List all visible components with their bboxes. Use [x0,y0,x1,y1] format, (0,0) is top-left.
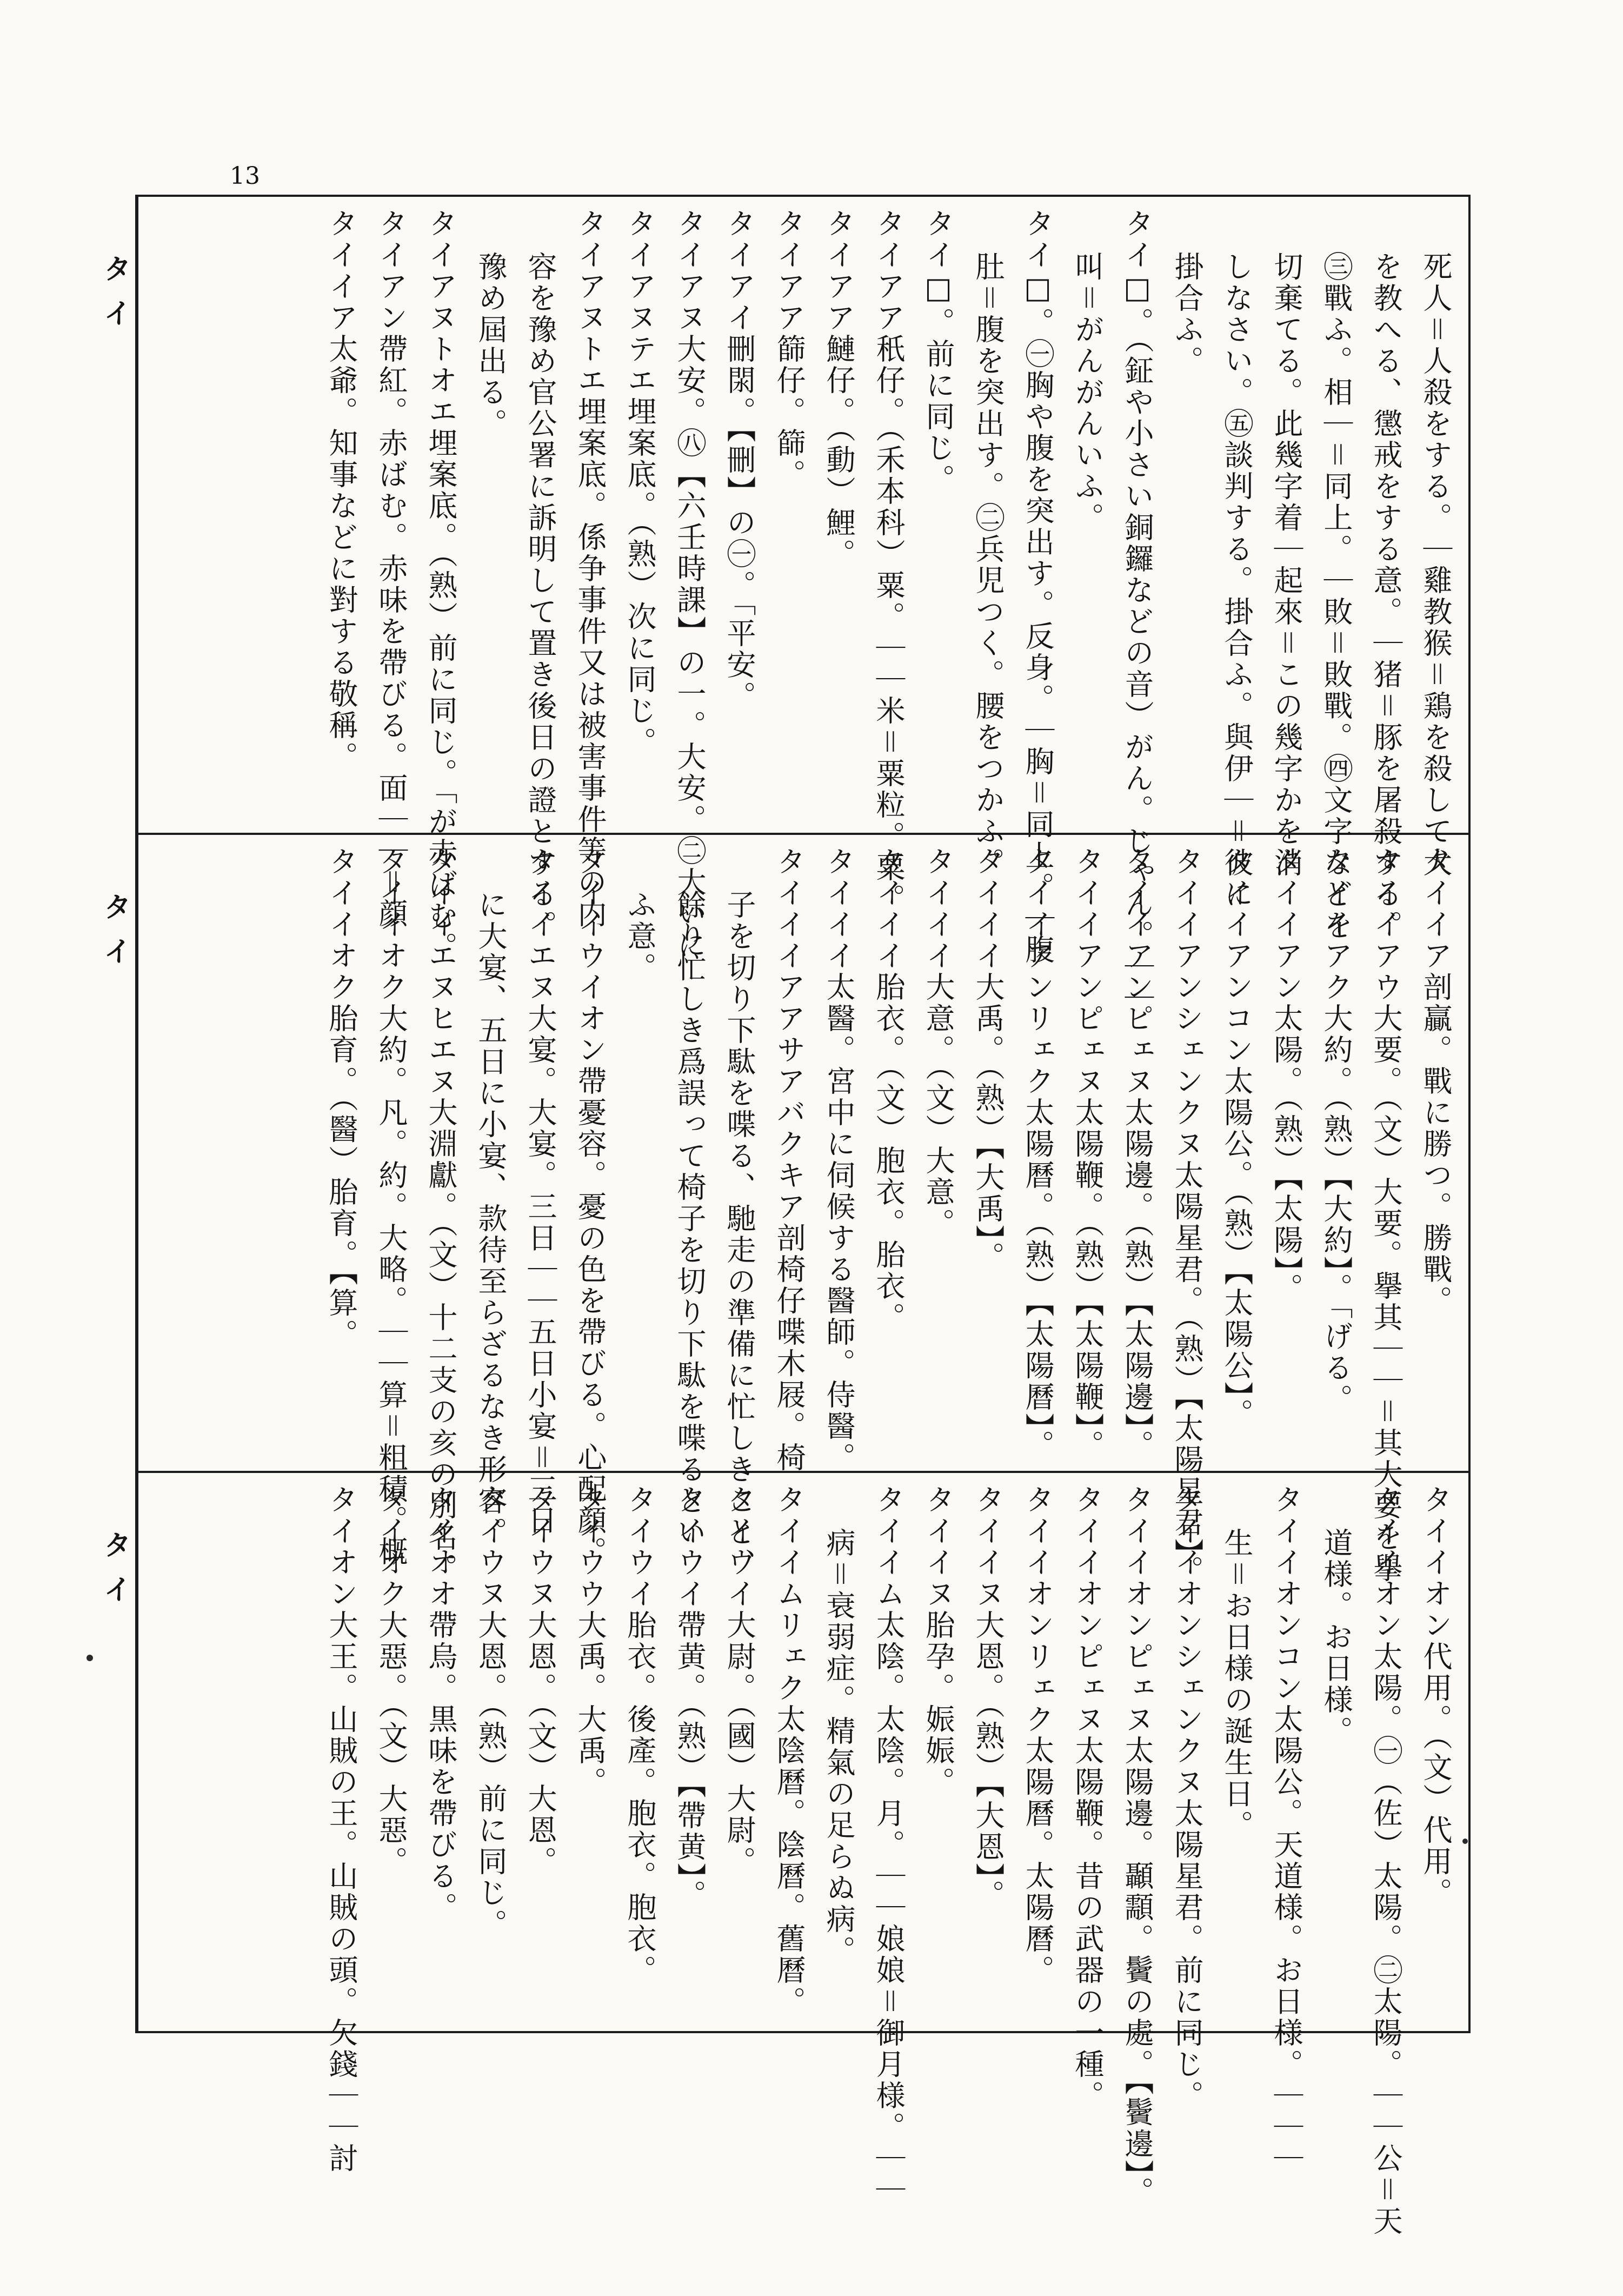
dictionary-entry: タイイオンシェンクヌ太陽星君。前に同じ。 [1170,1484,1204,2112]
dictionary-entry: タイウイ胎衣。後產。胞衣。胞衣。 [623,1484,657,1986]
entry-continuation-line: に大宴、五日に小宴、款待至らざるなき形容。 [474,890,508,1548]
dictionary-entry: タイイアウ大要。（文）大要。擧其｜｜＝其大要を擧 [1369,846,1403,1584]
dictionary-entry: タイイアンシェンクヌ太陽星君。（熟）【太陽星君】。 [1170,846,1204,1587]
dictionary-entry: タイ□。（鉦や小さい銅鑼などの音）がん。じゃん。｜｜ [1120,208,1154,1014]
entry-continuation-line: ㊂戰ふ。相｜＝同上。｜敗＝敗戰。㊃文字などを [1319,251,1353,941]
dictionary-entry: タイアヌトエ埋案底。係争事件又は被害事件等の内 [573,208,607,930]
dictionary-entry: タイイムリェク太陰曆。陰曆。舊曆。 [772,1484,806,2018]
dictionary-entry: タイイヌ胎孕。娠娠。 [921,1484,955,1798]
entry-continuation-line: 肚＝腹を突出す。㊁兵児つく。腰をつかふ。 [971,251,1005,879]
dictionary-entry: タイイアンピェヌ太陽邊。（熟）【太陽邊】。 [1120,846,1154,1461]
dictionary-entry: タイイイ大禹。（熟）【大禹】。 [971,846,1005,1273]
entry-continuation-line: 死人＝人殺をする。｜雞教猴＝鶏を殺して犬 [1419,251,1453,879]
dictionary-entry: タイアア鰱仔。（動）鯉。 [822,208,856,570]
entry-continuation-line: 掛合ふ。 [1170,251,1204,377]
entry-continuation-line: 生＝お日様の誕生日。 [1220,1528,1254,1841]
entry-continuation-line: 豫め屆出る。 [474,251,508,440]
entry-continuation-line: 道様。お日様。 [1319,1528,1353,1747]
side-tab-1: タイ [98,254,131,343]
dictionary-entry: タイイア剖贏。戰に勝つ。勝戰。 [1419,846,1453,1317]
dictionary-entry: タイイエヌヒエヌ大淵獻。（文）十二支の亥の別名。 [424,846,458,1584]
side-tab-3: タイ [98,1530,131,1619]
entry-continuation-line: しなさい。㊄談判する。掛合ふ。與伊｜＝彼に [1220,251,1254,910]
entry-band-bottom [146,1484,1460,2237]
entry-continuation-line: ふ意。 [623,890,657,984]
page-number: 13 [230,162,260,190]
ink-speck [87,1655,93,1661]
dictionary-entry: タイウウ大禹。大禹。 [573,1484,607,1798]
dictionary-entry: タイアヌトオエ埋案底。（熟）前に同じ。「が赤ばむ。 [424,208,458,963]
dictionary-entry: タイイム太陰。太陰。月。｜｜娘娘＝御月様。｜｜ [872,1484,906,2206]
dictionary-entry: タイアン帶紅。赤ばむ。赤味を帶びる。面｜｜＝顔 [374,208,408,930]
dictionary-entry: タイウヌ大恩。（文）大恩。 [523,1484,557,1877]
dictionary-entry: タイイアン太陽。（熟）【太陽】。 [1269,846,1303,1304]
dictionary-entry: タイイイアアサアバクキア剖椅仔喋木屐。椅 [772,846,806,1474]
dictionary-entry: タイ□。㊀胸や腹を突出す。反身。｜胸＝同上。｜腹 [1021,208,1055,966]
dictionary-entry: タイウヌ大恩。（熟）前に同じ。 [474,1484,508,1940]
dictionary-entry: タイイアンコン太陽公。（熟）【太陽公】。 [1220,846,1254,1430]
entry-continuation-line: 子を切り下駄を喋る、馳走の準備に忙しきこと、 [722,890,756,1580]
dictionary-entry: タイ□。前に同じ。 [921,208,955,495]
dictionary-entry: タイイオク大約。凡。約。大略。｜｜算＝粗積。概 [374,846,408,1568]
dictionary-entry: タイオク大惡。（文）大惡。 [374,1484,408,1877]
entry-continuation-line: を教へる、懲戒をする意。｜猪＝豚を屠殺する。 [1369,251,1403,941]
dictionary-entry: タイウイ帶黄。（熟）【帶黄】。 [673,1484,707,1911]
entry-continuation-line: 病＝衰弱症。精氣の足らぬ病。 [822,1528,856,1967]
dictionary-entry: タイイアンピェヌ太陽鞭。（熟）【太陽鞭】。 [1070,846,1105,1461]
entry-continuation-line: 切棄てる。此幾字着｜起來＝この幾字かを消 [1269,251,1303,879]
entry-continuation-line: 餘り忙しき爲誤って椅子を切り下駄を喋るとい [673,890,707,1548]
ink-speck [1462,1839,1468,1844]
dictionary-entry: タイイオン代用。（文）代用。 [1419,1484,1453,1909]
entry-continuation-line: 叫＝がんがんいふ。 [1070,251,1105,534]
dictionary-entry: タイイオンピェヌ太陽鞭。昔の武器の一種。 [1070,1484,1105,2112]
dictionary-entry: タイアア篩仔。篩。 [772,208,806,490]
dictionary-entry: タイアイ刪閖。【刪】の㊀。「平安。 [722,208,756,712]
dictionary-entry: タイイイ太醫。宮中に伺候する醫師。侍醫。 [822,846,856,1474]
dictionary-entry: タイアヌテエ埋案底。（熟）次に同じ。 [623,208,657,758]
dictionary-entry: タイアア秖仔。（禾本科）粟。｜｜米＝粟粒。粟。 [872,208,906,915]
dictionary-entry: タイアヌ大安。㊇【六壬時課】の一。大安。㊁大いに [673,208,707,961]
entry-band-middle [146,846,1460,1587]
dictionary-entry: タイイオンピェヌ太陽邊。顳顬。鬢の處。【鬢邊】。 [1120,1484,1154,2208]
dictionary-entry: タイイイ大意。（文）大意。 [921,846,955,1239]
entry-continuation-line: 容を豫め官公署に訴明して置き後日の證とする。 [523,251,557,941]
dictionary-entry: タイイオン太陽。㊀（佐）太陽。㊁太陽。｜｜公＝天 [1369,1484,1403,2237]
dictionary-entry: タイウイ大尉。（國）大尉。 [722,1484,756,1877]
dictionary-entry: タイイヌ大恩。（熟）【大恩】。 [971,1484,1005,1911]
dictionary-entry: タイイオンコン太陽公。天道様。お日様。｜｜｜ [1269,1484,1303,2174]
dictionary-entry: タイイイ胎衣。（文）胞衣。胎衣。 [872,846,906,1333]
dictionary-entry: タイイオンリェク太陽曆。太陽曆。 [1021,1484,1055,1986]
dictionary-entry: タイオン大王。山賊の王。山賊の頭。欠錢｜｜討 [324,1484,358,2174]
dictionary-entry: タイイウイオン帶憂容。憂の色を帶びる。心配顔。 [573,846,607,1568]
dictionary-entry: タイイアク大約。（熟）【大約】。「げる。 [1319,846,1353,1415]
dictionary-entry: タイイエヌ大宴。大宴。三日｜｜五日小宴＝三日 [523,846,557,1536]
dictionary-entry: タイイオク胎育。（醫）胎育。【算。 [324,846,358,1350]
dictionary-entry: タイオオ帶烏。黒味を帶びる。 [424,1484,458,1923]
side-tab-2: タイ [98,892,131,981]
dictionary-entry: タイイア太爺。知事などに對する敬稱。 [324,208,358,773]
dictionary-entry: タイイアンリェク太陽曆。（熟）【太陽曆】。 [1021,846,1055,1461]
